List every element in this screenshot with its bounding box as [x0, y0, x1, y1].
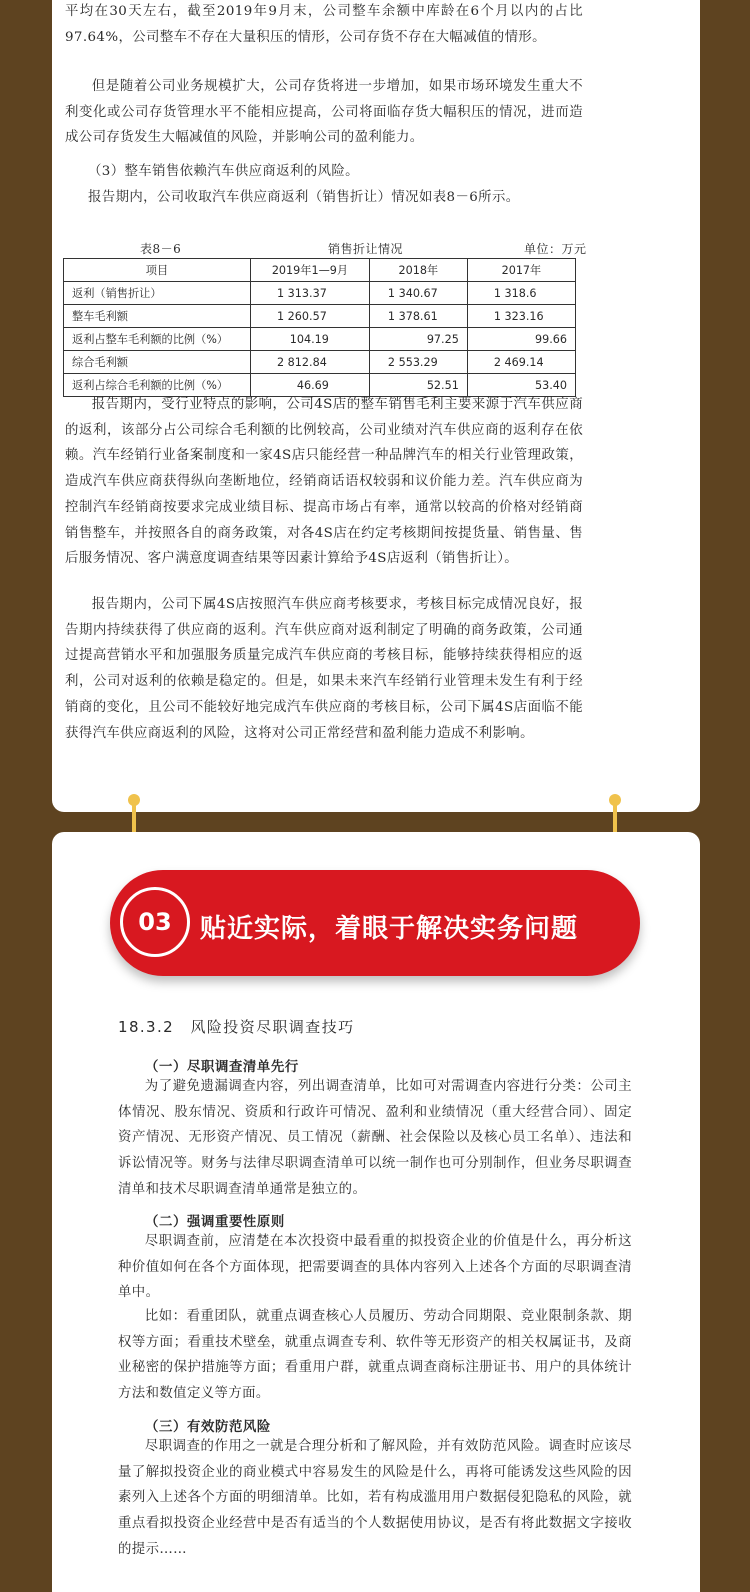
paragraph-materiality-2: 比如：看重团队，就重点调查核心人员履历、劳动合同期限、竞业限制条款、期权等方面；看重技术壁垒，就重点调查专利、软件等无形资产的相关权属证书，及商业秘密的保护措施等方面；看重用户群，就重点调查商标注册证书、用户的具体统计方法和数值定义等方面。 — [118, 1309, 632, 1402]
table-cell: 2 469.14 — [467, 351, 575, 374]
paragraph-risk-prevention: 尽职调查的作用之一就是合理分析和了解风险，并有效防范风险。调查时应该尽量了解拟投资企业的商业模式中容易发生的风险是什么，再将可能诱发这些风险的因素列入上述各个方面的明细清单。比如，若有构成滥用用户数据侵犯隐私的风险，就重点看拟投资企业经营中是否有适当的个人数据使用协议，是否有将此数据文字接收的提示…… — [118, 1439, 632, 1557]
table-cell: 99.66 — [467, 328, 575, 351]
table-cell: 97.25 — [369, 328, 467, 351]
table-header-row — [64, 259, 576, 282]
paragraph-assessment-risk: 报告期内，公司下属4S店按照汽车供应商考核要求，考核目标完成情况良好，报告期内持续获得了供应商的返利。汽车供应商对返利制定了明确的商务政策，公司通过提高营销水平和加强服务质量完成汽车供应商的考核目标，能够持续获得相应的返利，公司对返利的依赖是稳定的。但是，如果未来汽车经销行业管理未发生有利于经销商的变化，且公司不能较好地完成汽车供应商的考核目标，公司下属4S店面临不能获得汽车供应商返利的风险，这将对公司正常经营和盈利能力造成不利影响。 — [65, 597, 583, 741]
table-cell: 2 812.84 — [251, 351, 370, 374]
number-badge — [120, 887, 190, 957]
table-cell: 1 378.61 — [369, 305, 467, 328]
risk-heading: （3）整车销售依赖汽车供应商返利的风险。 — [88, 164, 359, 179]
paragraph-checklist: 为了避免遗漏调查内容，列出调查清单，比如可对需调查内容进行分类：公司主体情况、股东情况、资质和行政许可情况、盈利和业绩情况（重大经营合同）、固定资产情况、无形资产情况、员工情况（薪酬、社会保险以及核心员工名单）、违法和诉讼情况等。财务与法律尽职调查清单可以统一制作也可分别制作，但业务尽职调查清单和技术尽职调查清单通常是独立的。 — [118, 1079, 632, 1197]
paragraph-rebate-dependence: 报告期内，受行业特点的影响，公司4S店的整车销售毛利主要来源于汽车供应商的返利，该部分占公司综合毛利额的比例较高，公司业绩对汽车供应商的返利存在依赖。汽车经销行业备案制度和一家4S店只能经营一种品牌汽车的相关行业管理政策，造成汽车供应商获得纵向垄断地位，经销商话语权较弱和议价能力差。汽车供应商为控制汽车经销商按要求完成业绩目标、提高市场占有率，通常以较高的价格对经销商销售整车，并按照各自的商务政策，对各4S店在约定考核期间按提货量、销售量、售后服务情况、客户满意度调查结果等因素计算给予4S店返利（销售折让）。 — [65, 397, 583, 567]
table-title: 销售折让情况 — [328, 242, 404, 256]
table-header: 2018年 — [369, 259, 467, 282]
table-cell: 1 323.16 — [467, 305, 575, 328]
connector-right-top-dot — [609, 794, 621, 806]
table-cell: 2 553.29 — [369, 351, 467, 374]
badge-number: 03 — [138, 908, 172, 936]
table-unit: 单位：万元 — [524, 242, 587, 256]
table-cell: 返利（销售折让） — [64, 282, 251, 305]
feature-banner — [110, 870, 640, 976]
connector-left-top-dot — [128, 794, 140, 806]
table-cell: 1 318.6 — [467, 282, 575, 305]
table-cell: 1 260.57 — [251, 305, 370, 328]
table-header: 2017年 — [467, 259, 575, 282]
table-cell: 53.40 — [467, 374, 575, 397]
sales-discount-table — [63, 258, 576, 397]
table-row — [64, 351, 576, 374]
report-line: 报告期内，公司收取汽车供应商返利（销售折让）情况如表8－6所示。 — [88, 190, 520, 205]
subheading-materiality: （二）强调重要性原则 — [145, 1215, 285, 1230]
table-cell: 综合毛利额 — [64, 351, 251, 374]
table-cell: 1 313.37 — [251, 282, 370, 305]
table-cell: 返利占综合毛利额的比例（%） — [64, 374, 251, 397]
subheading-risk-prevention: （三）有效防范风险 — [145, 1420, 271, 1435]
section-heading: 18.3.2 风险投资尽职调查技巧 — [118, 1018, 355, 1036]
paragraph-materiality-1: 尽职调查前，应清楚在本次投资中最看重的拟投资企业的价值是什么，再分析这种价值如何在各个方面体现，把需要调查的具体内容列入上述各个方面的尽职调查清单中。 — [118, 1234, 632, 1301]
table-row — [64, 282, 576, 305]
table-cell: 46.69 — [251, 374, 370, 397]
table-row — [64, 328, 576, 351]
table-cell: 104.19 — [251, 328, 370, 351]
paragraph-inventory-age: 平均在30天左右，截至2019年9月末，公司整车余额中库龄在6个月以内的占比97.64%，公司整车不存在大量积压的情形，公司存货不存在大幅减值的情形。 — [65, 4, 583, 45]
table-row — [64, 305, 576, 328]
table-cell: 52.51 — [369, 374, 467, 397]
table-header: 项目 — [64, 259, 251, 282]
table-cell: 1 340.67 — [369, 282, 467, 305]
banner-title: 贴近实际，着眼于解决实务问题 — [200, 914, 579, 944]
subheading-checklist: （一）尽职调查清单先行 — [145, 1060, 299, 1075]
table-cell: 返利占整车毛利额的比例（%） — [64, 328, 251, 351]
table-label: 表8－6 — [140, 242, 182, 256]
table-cell: 整车毛利额 — [64, 305, 251, 328]
paragraph-inventory-risk: 但是随着公司业务规模扩大，公司存货将进一步增加，如果市场环境发生重大不利变化或公司存货管理水平不能相应提高，公司将面临存货大幅积压的情况，进而造成公司存货发生大幅减值的风险，并影响公司的盈利能力。 — [65, 79, 583, 146]
table-header: 2019年1—9月 — [251, 259, 370, 282]
